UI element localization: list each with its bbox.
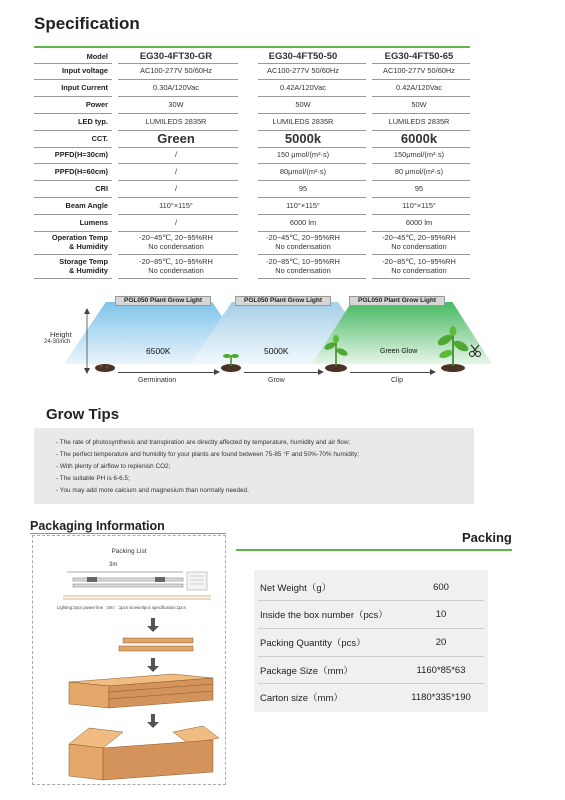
packing-row-label: Inside the box number（pcs） — [260, 610, 388, 621]
spec-cell: 30W — [168, 99, 184, 109]
packing-list-title: Packing List — [111, 548, 147, 555]
spec-row-label: PPFD(H=60cm) — [54, 166, 108, 176]
spec-row-label: PPFD(H=30cm) — [54, 150, 108, 160]
grow-tip-5: - You may add more calcium and magnesium than normally needed. — [56, 487, 249, 494]
packaging-info-title: Packaging Information — [30, 519, 165, 533]
packing-list-caption: Lighting:2pcs power line（3m）:1pcs screw:8pcs specification:1pcs — [57, 605, 186, 610]
spec-header-label: Model — [86, 51, 108, 61]
spec-row-label: CRI — [95, 183, 108, 193]
scissors-icon — [468, 344, 482, 358]
grow-tip-1: - The rate of photosynthesis and transpiration are directly affected by temperature, humidity and air flow; — [56, 439, 351, 446]
packing-row-label: Carton size（mm） — [260, 693, 343, 704]
packing-row-value: 10 — [435, 608, 447, 620]
height-label: Height — [50, 330, 72, 339]
stage-3-kelvin: Green Glow — [380, 348, 418, 355]
spec-cell: 95 — [414, 183, 424, 193]
spec-cell: Green — [157, 130, 195, 146]
spec-row-label: Input Current — [61, 82, 108, 92]
spec-cell: 80μmol/(m²·s) — [279, 166, 327, 176]
spec-cell: / — [174, 166, 178, 176]
spec-row-label: Storage Temp & Humidity — [59, 256, 108, 275]
spec-row — [34, 215, 470, 231]
spec-row-divider — [34, 278, 112, 279]
grow-tip-2: - The perfect temperature and humidity for your plants are found between 75-85 °F and 50%-70% humidity; — [56, 451, 359, 458]
spec-cell: -20~45℃, 20~95%RH No condensation — [139, 233, 213, 251]
grow-light-lamp-1: PGL050 Plant Grow Light — [115, 296, 211, 306]
spec-row-label: Power — [85, 99, 108, 109]
spec-row-label: Operation Temp & Humidity — [51, 233, 108, 251]
stage-3-name: Clip — [391, 377, 404, 384]
spec-row — [34, 232, 470, 254]
grow-tip-4: - The suitable PH is 6-6.5; — [56, 475, 130, 482]
grow-tips-title: Grow Tips — [46, 406, 120, 423]
packing-row-package-size — [254, 657, 488, 683]
packing-row-value: 1160*85*63 — [416, 664, 466, 676]
sprout-icon — [220, 348, 242, 372]
stage-arrow-1-icon — [214, 369, 220, 375]
spec-row-divider — [118, 278, 238, 279]
spec-cell: 150μmol/(m²·s) — [393, 150, 445, 160]
spec-cell: 50W — [295, 99, 311, 109]
packing-title: Packing — [462, 530, 512, 545]
packing-row-inside-box — [254, 601, 488, 627]
packing-row-net-weight — [254, 574, 488, 600]
spec-cell: / — [174, 183, 178, 193]
spec-row — [34, 148, 470, 163]
seed-soil-icon — [94, 358, 116, 372]
spec-cell: / — [174, 150, 178, 160]
spec-row-label: Lumens — [79, 217, 108, 227]
spec-row — [34, 114, 470, 130]
spec-cell: 110°×115° — [402, 200, 436, 210]
spec-cell: 110°×115° — [159, 200, 193, 210]
spec-cell: 95 — [298, 183, 308, 193]
spec-model-header: EG30-4FT50-50 — [268, 50, 338, 62]
spec-cell: AC100-277V 50/60Hz — [267, 66, 339, 76]
spec-cell: 6000 lm — [289, 217, 317, 227]
packing-row-label: Package Size（mm） — [260, 666, 353, 677]
spec-cell: 50W — [411, 99, 427, 109]
spec-cell: 150 μmol/(m²·s) — [276, 150, 330, 160]
spec-row-label: CCT. — [91, 133, 108, 143]
spec-cell: LUMILEDS 2835R — [272, 116, 334, 126]
seedling-icon — [323, 334, 349, 372]
packing-row-carton-size — [254, 684, 488, 710]
spec-header-row — [34, 51, 470, 63]
packing-row-value: 600 — [433, 581, 449, 593]
mature-plant-icon — [436, 326, 470, 372]
height-arrow-icon — [82, 308, 92, 374]
spec-model-header: EG30-4FT30-GR — [139, 50, 213, 62]
spec-row — [34, 97, 470, 113]
spec-cell: 110°×115° — [286, 200, 320, 210]
spec-cell: -20~45℃, 20~95%RH No condensation — [382, 233, 456, 251]
spec-cell: 80 μmol/(m²·s) — [394, 166, 444, 176]
height-range-label: 24-30inch — [44, 339, 71, 345]
stage-arrow-2-icon — [318, 369, 324, 375]
stage-arrow-3-icon — [430, 369, 436, 375]
spec-cell: / — [174, 217, 178, 227]
spec-cell: -20~85℃, 10~95%RH No condensation — [139, 256, 213, 275]
stage-arrow-1-line — [118, 372, 214, 373]
packing-title-underline — [236, 549, 512, 551]
spec-cell: AC100-277V 50/60Hz — [383, 66, 455, 76]
stage-2-name: Grow — [268, 377, 285, 384]
spec-cell: -20~85℃, 10~95%RH No condensation — [382, 256, 456, 275]
spec-cell: 0.30A/120Vac — [153, 82, 199, 92]
stage-1-name: Germination — [138, 377, 177, 384]
spec-row — [34, 80, 470, 96]
spec-cell: 0.42A/120Vac — [280, 82, 326, 92]
packing-row-label: Net Weight（g） — [260, 583, 332, 594]
grow-light-lamp-3: PGL050 Plant Grow Light — [349, 296, 445, 306]
stage-2-kelvin: 5000K — [264, 346, 289, 356]
spec-row-label: Beam Angle — [65, 200, 108, 210]
spec-row-label: Input voltage — [62, 66, 108, 76]
packing-row-value: 20 — [435, 636, 447, 648]
grow-tips-box — [34, 428, 474, 504]
packing-list-panel — [32, 535, 226, 785]
spec-row-divider — [258, 278, 366, 279]
spec-cell: 5000k — [284, 130, 322, 146]
packing-items-icon — [63, 568, 213, 606]
spec-row — [34, 255, 470, 278]
spec-cell: 6000 lm — [405, 217, 433, 227]
cable-length-label: 3m — [109, 562, 118, 568]
stage-1-kelvin: 6500K — [146, 346, 171, 356]
spec-model-header: EG30-4FT50-65 — [384, 50, 454, 62]
spec-cell: LUMILEDS 2835R — [388, 116, 450, 126]
packing-row-quantity — [254, 629, 488, 655]
spec-row-label: LED typ. — [78, 116, 108, 126]
packaging-title-underline — [30, 533, 226, 534]
spec-row-divider — [372, 278, 470, 279]
spec-row — [34, 64, 470, 79]
spec-cell: -20~45℃, 20~95%RH No condensation — [266, 233, 340, 251]
spec-title-underline — [34, 46, 470, 48]
spec-row — [34, 164, 470, 180]
packing-row-label: Packing Quantity（pcs） — [260, 638, 366, 649]
spec-row — [34, 131, 470, 147]
spec-row — [34, 198, 470, 214]
stage-arrow-3-line — [350, 372, 430, 373]
specification-title: Specification — [34, 14, 140, 33]
grow-tip-3: - With plenty of airflow to replenish CO2; — [56, 463, 171, 470]
grow-light-diagram — [0, 290, 565, 390]
packing-row-value: 1180*335*190 — [411, 691, 471, 703]
spec-cell: 0.42A/120Vac — [396, 82, 442, 92]
spec-cell: AC100-277V 50/60Hz — [140, 66, 212, 76]
packing-steps-icon — [63, 616, 223, 784]
spec-row — [34, 181, 470, 197]
spec-cell: LUMILEDS 2835R — [145, 116, 207, 126]
packing-table — [254, 570, 488, 712]
spec-cell: -20~85℃, 10~95%RH No condensation — [266, 256, 340, 275]
stage-arrow-2-line — [244, 372, 318, 373]
grow-light-lamp-2: PGL050 Plant Grow Light — [235, 296, 331, 306]
spec-cell: 6000k — [400, 130, 438, 146]
